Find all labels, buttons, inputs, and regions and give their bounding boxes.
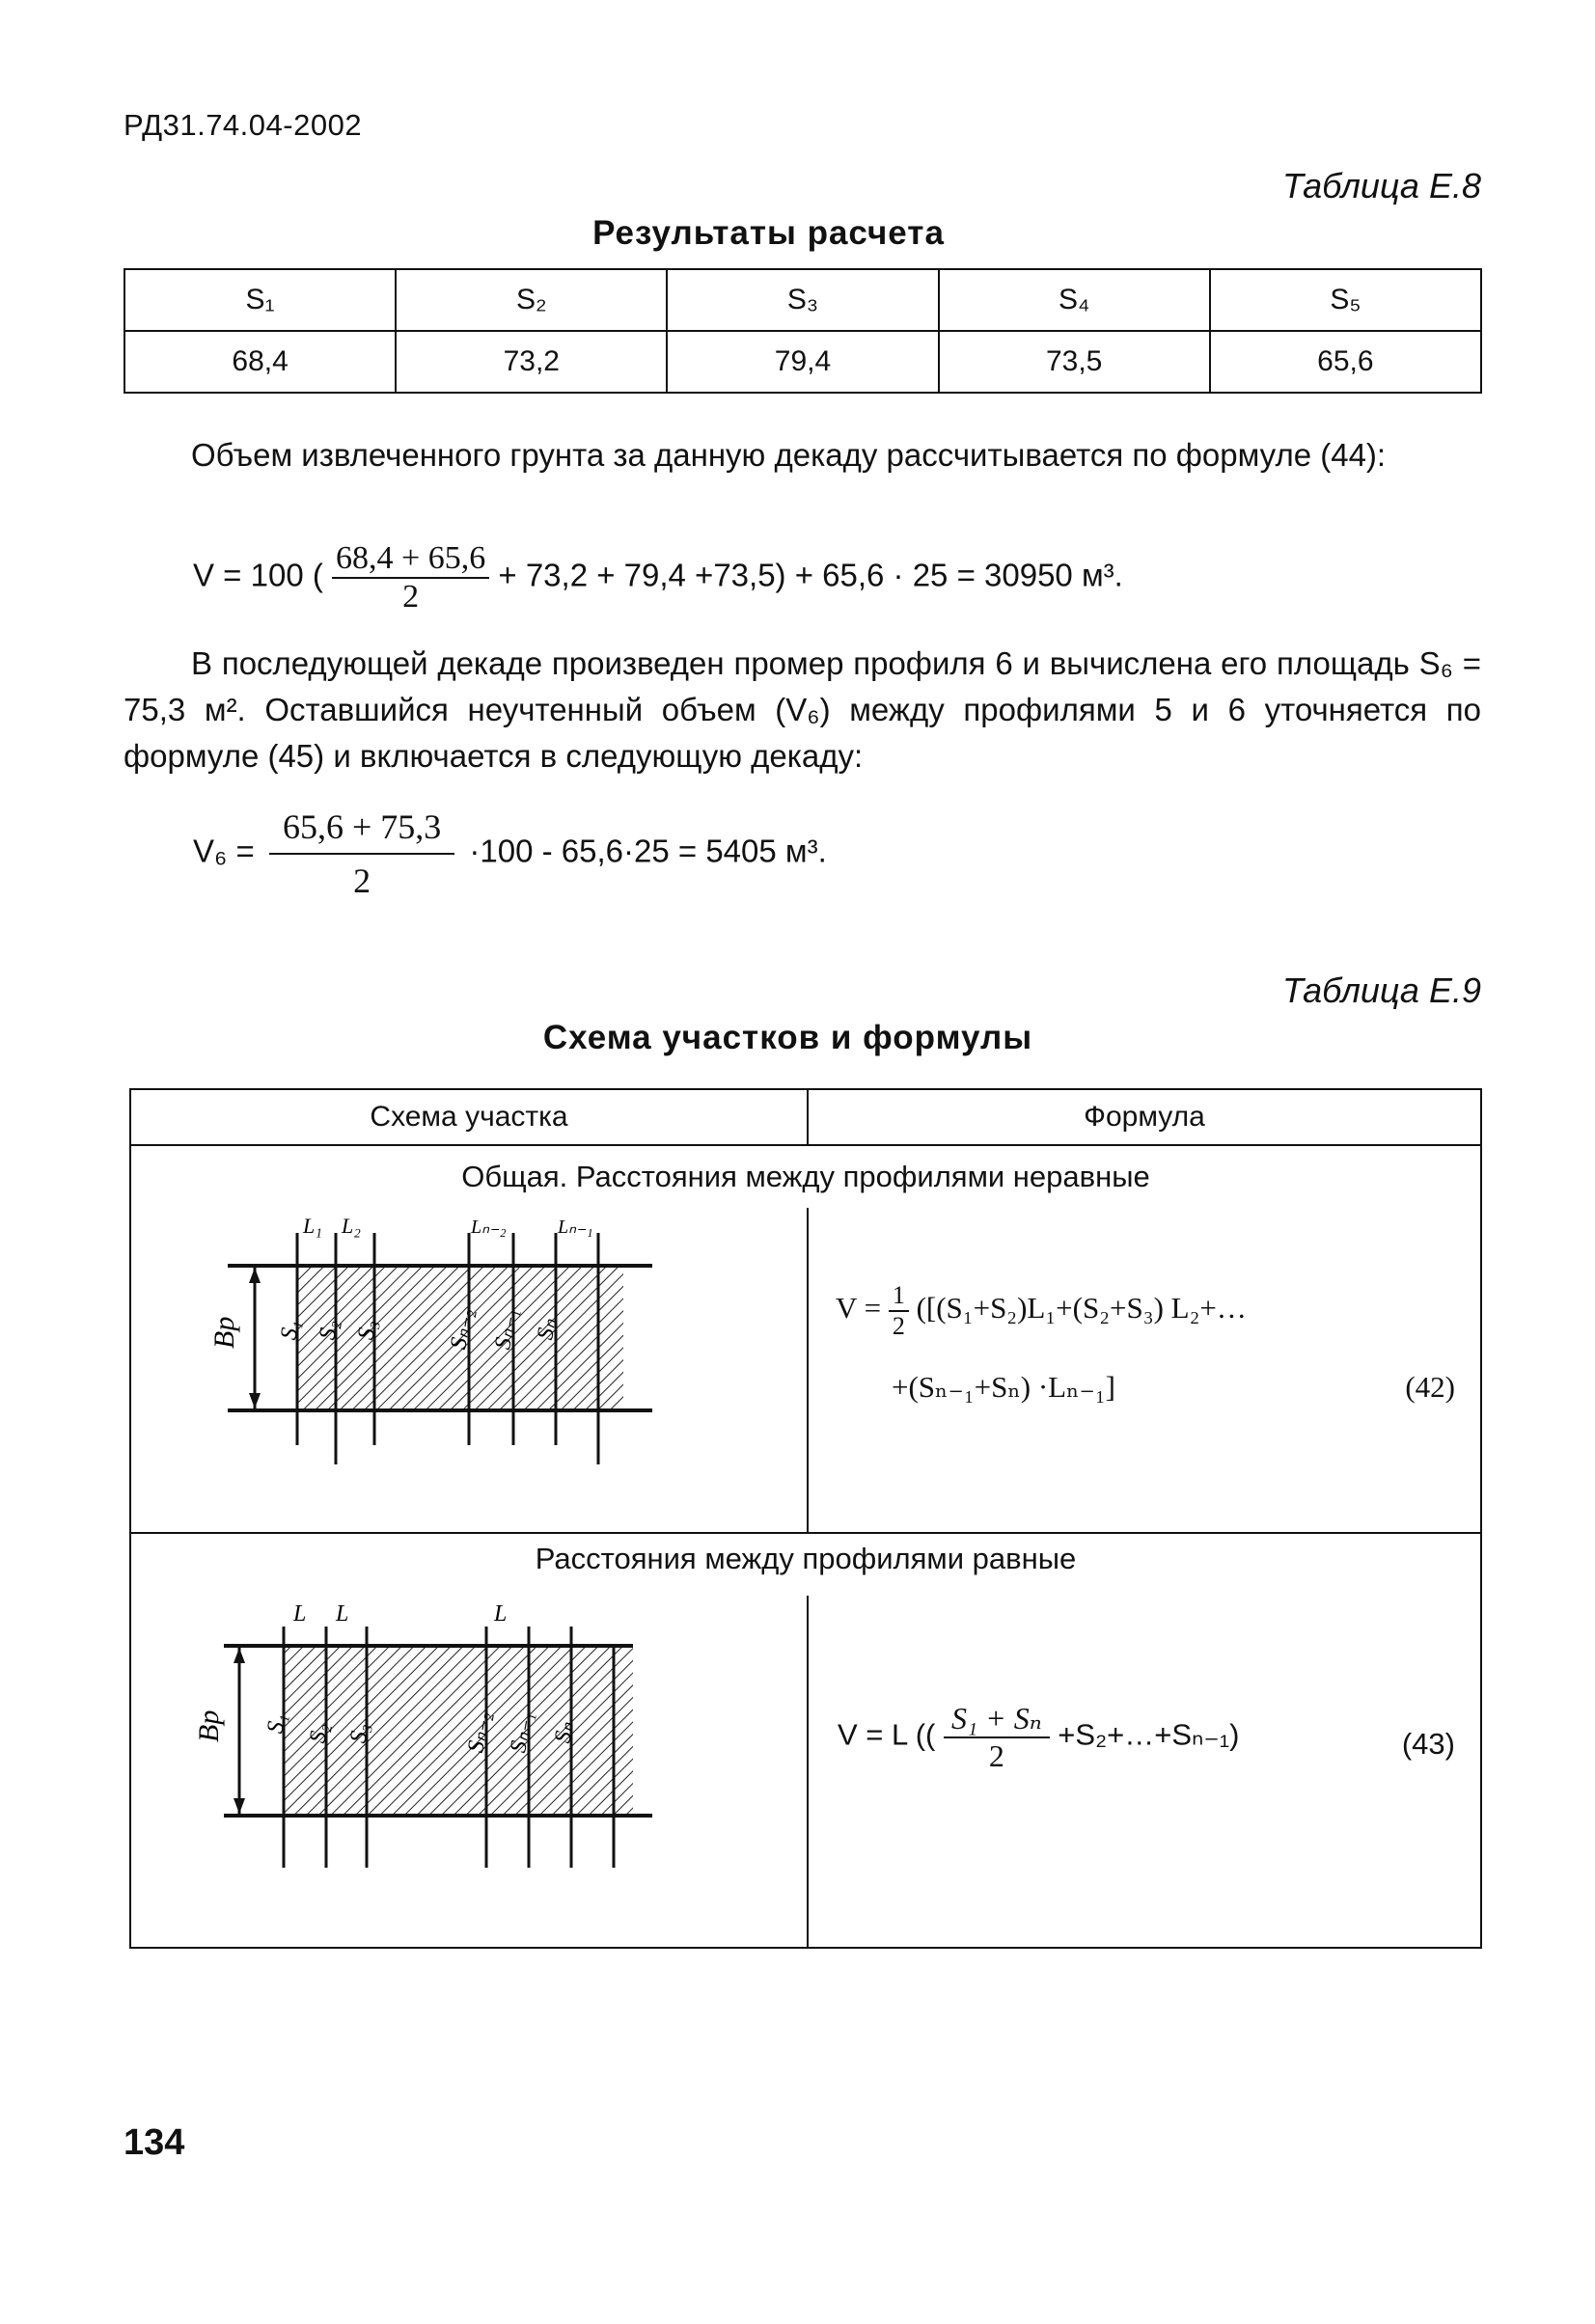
table-e8-value-cell: 73,5 xyxy=(939,331,1210,393)
formula-v6-prefix: V₆ = xyxy=(193,833,255,869)
table-e9-header-schema: Схема участка xyxy=(130,1089,808,1145)
formula-42-denominator: 2 xyxy=(892,1312,905,1340)
table-e9-header-formula: Формула xyxy=(808,1089,1481,1145)
formula-42-line2: +(Sₙ₋₁+Sₙ) ·Lₙ₋₁] xyxy=(892,1370,1116,1404)
section-label: S₃ xyxy=(345,1721,374,1745)
table-e9-row-unequal xyxy=(130,1145,1481,1533)
formula-42-numerator: 1 xyxy=(889,1281,909,1312)
section-label: Sₙ xyxy=(533,1317,562,1342)
table-e8-header-cell: S₄ xyxy=(939,269,1210,331)
table-e8-value-cell: 65,6 xyxy=(1210,331,1481,393)
table-e8-value-cell: 79,4 xyxy=(667,331,938,393)
width-label: Bр xyxy=(208,1316,240,1349)
table-e9 xyxy=(129,1088,1482,1949)
arrow-up-icon xyxy=(234,1648,245,1663)
page-number: 134 xyxy=(124,2122,185,2163)
row-unequal-heading: Общая. Расстояния между профилями неравные xyxy=(461,1160,1150,1193)
interval-label: L₂ xyxy=(342,1214,361,1238)
section-label: S₃ xyxy=(353,1318,382,1342)
interval-label: L₁ xyxy=(303,1214,322,1238)
formula-v-prefix: V = 100 ( xyxy=(193,557,323,593)
unequal-profiles-diagram xyxy=(189,1204,807,1532)
table-e8-value-cell: 73,2 xyxy=(396,331,667,393)
arrow-down-icon xyxy=(249,1393,261,1408)
row-unequal-divider xyxy=(807,1208,809,1532)
formula-v6-suffix: ·100 - 65,6·25 = 5405 м³. xyxy=(469,833,827,869)
paragraph-volume-formula: Объем извлеченного грунта за данную декаду рассчитывается по формуле (44): xyxy=(191,437,1387,473)
width-label: Bр xyxy=(193,1709,225,1742)
table-e8-header-cell: S₁ xyxy=(124,269,396,331)
arrow-down-icon xyxy=(234,1798,245,1814)
section-label: S₁ xyxy=(262,1711,291,1736)
interval-label: Lₙ₋₂ xyxy=(471,1217,507,1238)
formula-42-number: (42) xyxy=(1405,1370,1455,1404)
section-label: Sₙ xyxy=(550,1720,579,1745)
formula-v6 xyxy=(193,807,827,901)
table-e9-label: Таблица Е.9 xyxy=(1281,971,1481,1010)
formula-v-denominator: 2 xyxy=(402,579,420,615)
section-label: Sₙ₋₁ xyxy=(506,1709,538,1755)
formula-42-body: ([(S₁+S₂)L₁+(S₂+S₃) L₂+… xyxy=(916,1291,1247,1326)
hatched-area xyxy=(284,1646,633,1816)
section-label: Sₙ₋₂ xyxy=(463,1709,496,1755)
row-equal-heading: Расстояния между профилями равные xyxy=(535,1542,1077,1575)
formula-42-line1 xyxy=(836,1281,1247,1341)
formula-43-prefix: V = L (( xyxy=(838,1717,936,1752)
interval-label: Lₙ₋₁ xyxy=(558,1217,593,1238)
formula-v-numerator: 68,4 + 65,6 xyxy=(332,540,489,579)
formula-42-prefix: V = xyxy=(836,1291,882,1326)
formula-v6-denominator: 2 xyxy=(353,861,371,900)
paragraph-profile-6: В последующей декаде произведен промер профиля 6 и вычислена его площадь S₆ = 75,3 м². Оставшийся неучтенный объем (V₆) между профилями 5 и 6 уточняется по формуле (45) и включается в следующую декаду: xyxy=(124,645,1481,774)
equal-profiles-diagram xyxy=(179,1598,797,1945)
formula-v-suffix: + 73,2 + 79,4 +73,5) + 65,6 · 25 = 30950 м³. xyxy=(498,557,1123,593)
formula-v6-numerator: 65,6 + 75,3 xyxy=(269,807,454,855)
interval-label: L xyxy=(494,1601,508,1627)
formula-43-number: (43) xyxy=(1401,1727,1455,1761)
table-e8-header-cell: S₂ xyxy=(396,269,667,331)
table-e8-value-cell: 68,4 xyxy=(124,331,396,393)
formula-v-fraction xyxy=(332,540,489,615)
table-e8-label: Таблица Е.8 xyxy=(1281,166,1481,205)
interval-label: L xyxy=(336,1601,349,1627)
row-equal-divider xyxy=(807,1596,809,1947)
formula-43-suffix: +S₂+…+Sₙ₋₁) xyxy=(1058,1717,1240,1752)
table-e8-header-cell: S₃ xyxy=(667,269,938,331)
formula-42-fraction xyxy=(889,1281,909,1341)
section-label: Sₙ₋₁ xyxy=(490,1306,523,1352)
formula-43-denominator: 2 xyxy=(988,1738,1004,1773)
formula-v6-fraction xyxy=(269,807,454,901)
formula-43 xyxy=(838,1700,1240,1774)
table-e8-header-cell: S₅ xyxy=(1210,269,1481,331)
section-label: S₂ xyxy=(305,1721,334,1745)
table-e9-row-equal xyxy=(130,1533,1481,1948)
table-e8 xyxy=(124,268,1482,394)
section-label: S₂ xyxy=(315,1318,344,1342)
formula-43-numerator: S₁ + Sₙ xyxy=(944,1700,1050,1738)
section-label: Sₙ₋₂ xyxy=(446,1306,479,1352)
formula-v xyxy=(193,540,1123,615)
table-e8-title: Результаты расчета xyxy=(592,214,945,252)
interval-label: L xyxy=(293,1601,307,1627)
section-label: S₁ xyxy=(276,1318,305,1342)
document-code: РД31.74.04-2002 xyxy=(124,108,363,142)
table-e9-title: Схема участков и формулы xyxy=(542,1019,1033,1056)
formula-43-fraction xyxy=(944,1700,1050,1774)
arrow-up-icon xyxy=(249,1268,261,1283)
